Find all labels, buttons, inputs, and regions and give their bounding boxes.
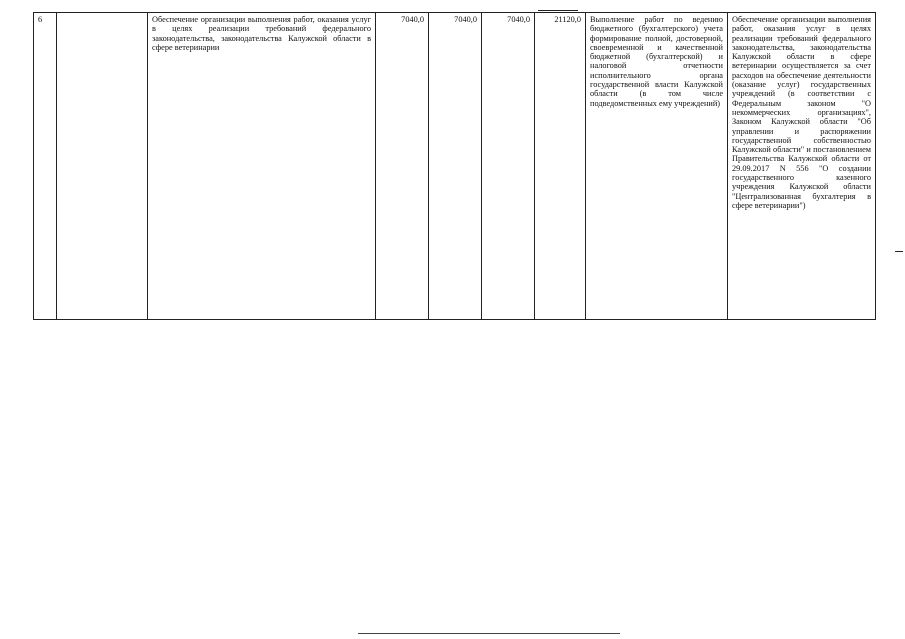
top-rule [538,10,578,11]
funding-year-2: 7040,0 [429,13,482,320]
funding-year-1: 7040,0 [376,13,429,320]
table-row [34,13,876,320]
funding-total: 21120,0 [535,13,586,320]
margin-mark [895,251,903,252]
funding-year-3: 7040,0 [482,13,535,320]
empty-cell [57,13,148,320]
program-table [33,12,876,320]
legal-basis: Обеспечение организации выполнения работ, оказания услуг в целях реализации требований федерального законодательства, законодательства Калужской области в сфере ветеринарии осуществляется за счет расходов на обеспечение деятельности (оказание услуг) государственных учреждений (в соответствии с Федеральным законом "О некоммерческих организациях", Законом Калужской области "Об управлении и распоряжении государственной собственностью Калужской области" и постановлением Правительства Калужской области от 29.09.2017 N 556 "О создании государственного казенного учреждения Калужской области "Централизованная бухгалтерия в сфере ветеринарии") [728,13,876,320]
expected-result: Выполнение работ по ведению бюджетного (бухгалтерского) учета формирование полной, достоверной, своевременной и качественной бюджетной (бухгалтерской) и налоговой отчетности исполнительного органа государственной власти Калужской области (в том числе подведомственных ему учреждений) [586,13,728,320]
bottom-rule [358,633,620,634]
row-number: 6 [34,13,57,320]
task-description: Обеспечение организации выполнения работ, оказания услуг в целях реализации требований федерального законодательства, законодательства Калужской области в сфере ветеринарии [148,13,376,320]
